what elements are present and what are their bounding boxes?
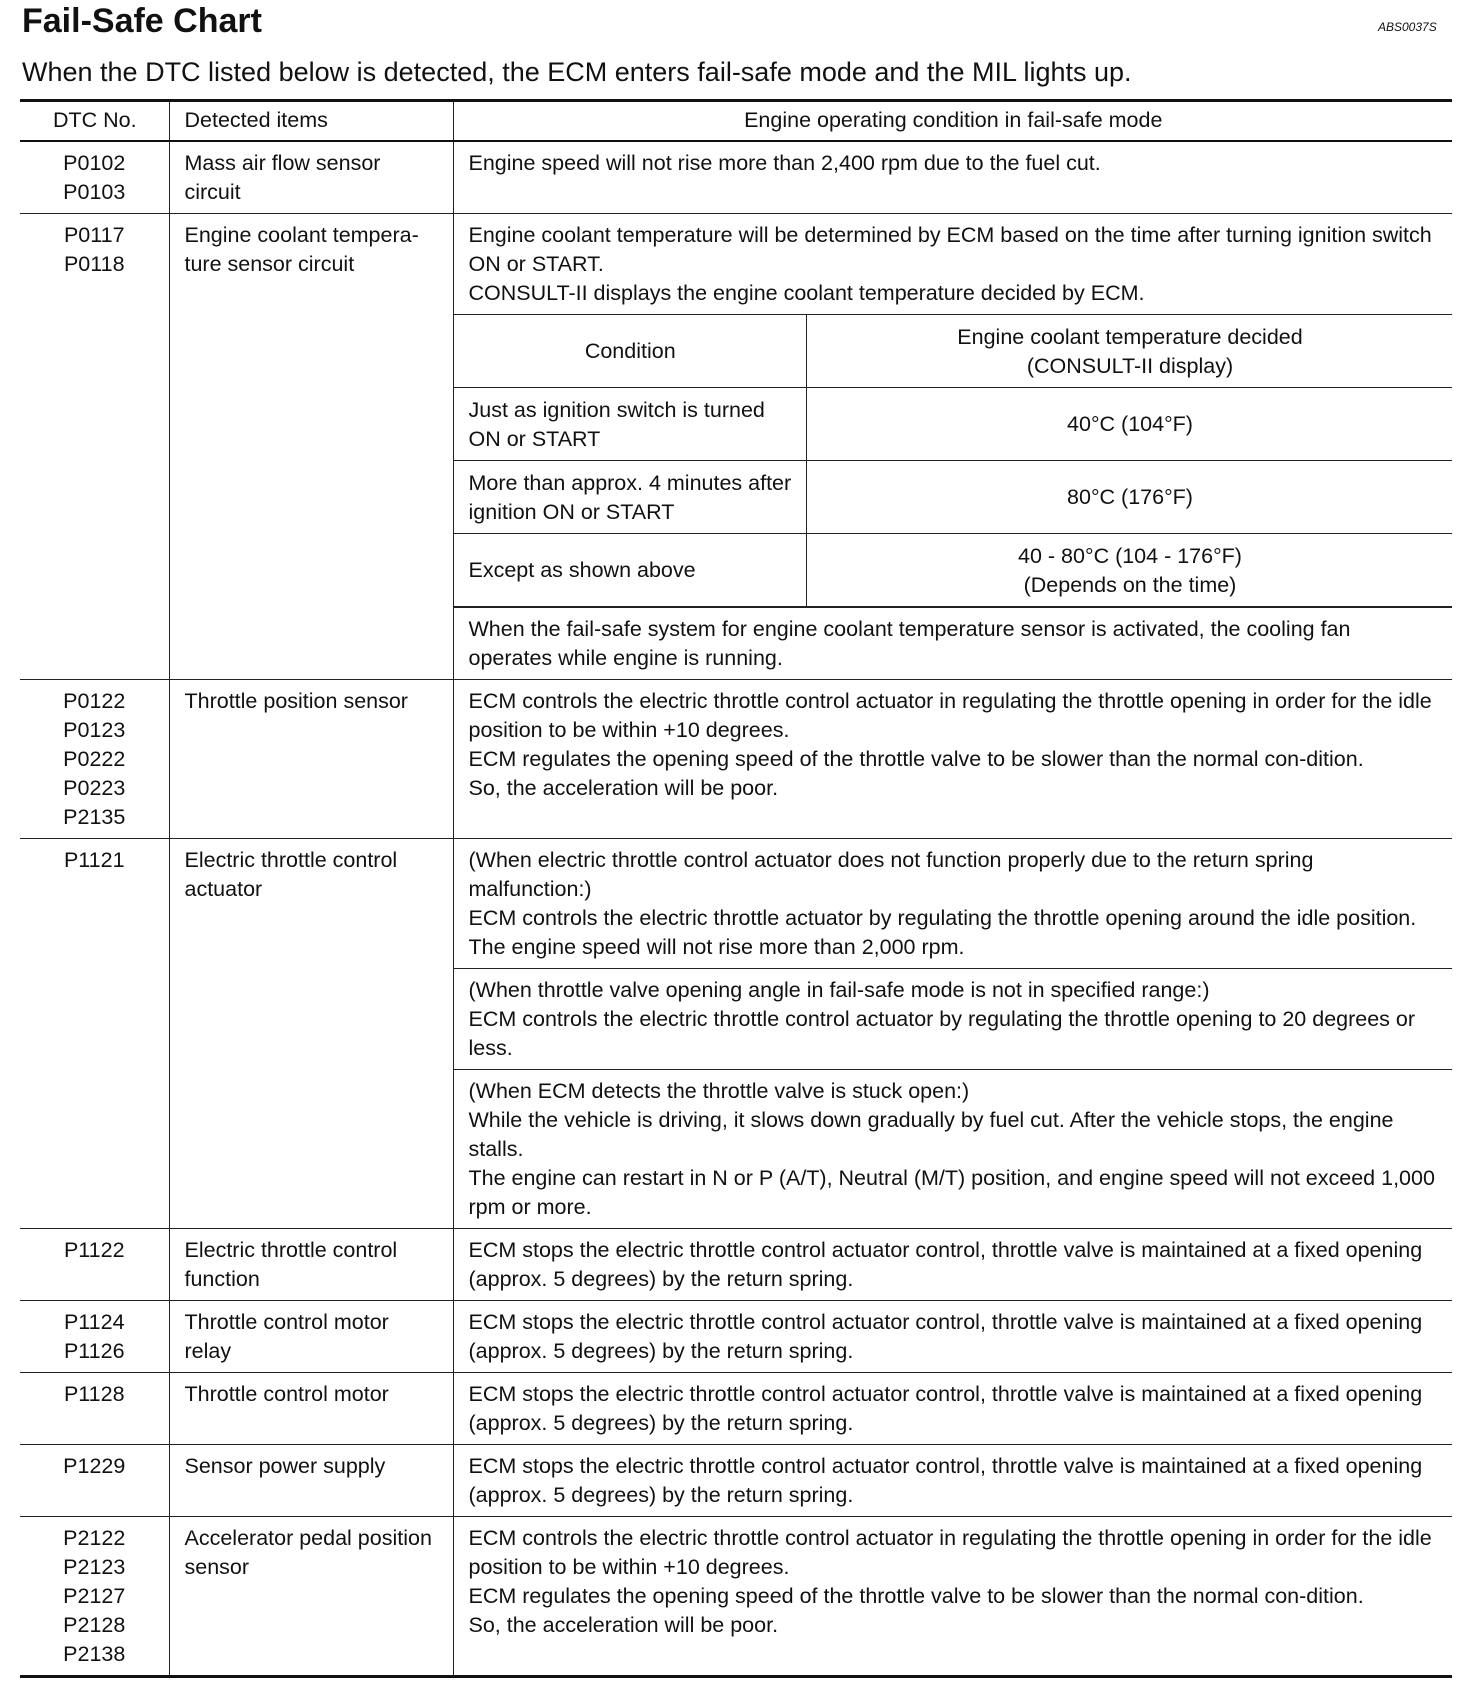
dtc-code: P0222 [63,747,126,771]
condition-text: CONSULT-II displays the engine coolant temperature decided by ECM. [468,281,1145,305]
subtable-temperature [807,534,1453,607]
dtc-code: P0118 [63,252,125,276]
detected-item-cell: Electric throttle control actuator [169,839,453,1229]
detected-item-cell: Accelerator pedal position sensor [169,1517,453,1677]
dtc-cell [20,1445,169,1517]
dtc-code: P0117 [63,223,125,247]
dtc-code: P0102 [63,151,126,175]
column-header-detected-items: Detected items [169,101,453,142]
condition-text: ECM controls the electric throttle actuator by regulating the throttle opening around the idle position. The engine speed will not rise more than 2,000 rpm. [468,906,1417,959]
intro-text: When the DTC listed below is detected, the ECM enters fail-safe mode and the MIL lights up. [22,57,1132,87]
subtable-header-temperature [807,315,1453,388]
table-row [20,1301,1452,1373]
subtable-header-row [454,315,1453,388]
document-code: ABS0037S [1378,20,1437,34]
subtable-row [454,461,1453,534]
subtable-header-line: Engine coolant temperature decided [957,324,1303,349]
condition-cell: ECM stops the electric throttle control actuator control, throttle valve is maintained at a fixed opening (approx. 5 degrees) by the return spring. [453,1445,1452,1517]
detected-item-cell: Engine coolant tempera-ture sensor circuit [169,214,453,680]
subtable-row [454,388,1453,461]
subtable-header-line: (CONSULT-II display) [1026,353,1234,378]
table-row [20,214,1452,680]
condition-text: ECM regulates the opening speed of the throttle valve to be slower than the normal con-dition. [468,1584,1364,1608]
subtable-row [454,534,1453,607]
subtable-header-condition: Condition [454,315,807,388]
condition-cell [453,680,1452,839]
dtc-cell [20,1373,169,1445]
condition-text: ECM controls the electric throttle control actuator by regulating the throttle opening to 20 degrees or less. [468,1007,1416,1060]
dtc-code: P2135 [63,805,126,829]
table-row [20,141,1452,214]
table-row [20,1229,1452,1301]
dtc-cell [20,680,169,839]
condition-block [454,839,1453,969]
dtc-code: P2127 [63,1584,126,1608]
condition-text: So, the acceleration will be poor. [468,1613,779,1637]
table-row [20,1517,1452,1677]
subtable-condition: Just as ignition switch is turned ON or START [454,388,807,461]
condition-text: ECM controls the electric throttle control actuator in regulating the throttle opening in order for the idle position to be within +10 degrees. [468,1526,1432,1579]
condition-text: ECM regulates the opening speed of the throttle valve to be slower than the normal con-dition. [468,747,1364,771]
condition-cell: ECM stops the electric throttle control actuator control, throttle valve is maintained at a fixed opening (approx. 5 degrees) by the return spring. [453,1373,1452,1445]
dtc-cell [20,1517,169,1677]
condition-text: (When ECM detects the throttle valve is stuck open:) [468,1079,970,1103]
condition-cell: Engine speed will not rise more than 2,400 rpm due to the fuel cut. [453,141,1452,214]
condition-block: When the fail-safe system for engine coolant temperature sensor is activated, the cooling fan operates while engine is running. [468,617,1351,670]
condition-text: The engine can restart in N or P (A/T), Neutral (M/T) position, and engine speed will not exceed 1,000 rpm or more. [468,1166,1435,1219]
detected-item-cell: Sensor power supply [169,1445,453,1517]
dtc-code: P1121 [63,848,125,872]
detected-item-cell: Mass air flow sensor circuit [169,141,453,214]
condition-text: (When electric throttle control actuator does not function properly due to the return spring malfunction:) [468,848,1314,901]
condition-cell [453,1517,1452,1677]
dtc-cell [20,1229,169,1301]
detected-item-cell: Throttle position sensor [169,680,453,839]
condition-block [454,214,1453,315]
dtc-cell [20,141,169,214]
column-header-dtc: DTC No. [20,101,169,142]
dtc-code: P2122 [63,1526,126,1550]
condition-block [454,969,1453,1070]
condition-cell [453,839,1452,1229]
dtc-code: P0223 [63,776,126,800]
table-row [20,1445,1452,1517]
coolant-subtable [454,315,1453,607]
condition-text: (When throttle valve opening angle in fail-safe mode is not in specified range:) [468,978,1210,1002]
dtc-code: P1126 [63,1339,125,1363]
subtable-temperature-line: (Depends on the time) [1023,572,1237,597]
subtable-condition: Except as shown above [454,534,807,607]
dtc-cell [20,839,169,1229]
detected-item-cell: Throttle control motor relay [169,1301,453,1373]
condition-cell [453,214,1452,680]
table-row [20,680,1452,839]
condition-text: While the vehicle is driving, it slows down gradually by fuel cut. After the vehicle stops, the engine stalls. [468,1108,1394,1161]
dtc-code: P1122 [63,1238,125,1262]
condition-block [454,1070,1453,1228]
dtc-code: P1128 [63,1382,125,1406]
subtable-temperature-line: 40 - 80°C (104 - 176°F) [1018,543,1242,568]
subtable-condition: More than approx. 4 minutes after ignition ON or START [454,461,807,534]
condition-text: Engine coolant temperature will be determined by ECM based on the time after turning ignition switch ON or START. [468,223,1432,276]
subtable-temperature: 40°C (104°F) [807,388,1453,461]
table-row [20,839,1452,1229]
page-title: Fail-Safe Chart [22,2,262,40]
condition-cell: ECM stops the electric throttle control actuator control, throttle valve is maintained at a fixed opening (approx. 5 degrees) by the return spring. [453,1301,1452,1373]
condition-text: So, the acceleration will be poor. [468,776,779,800]
coolant-subtable-block [454,315,1453,608]
dtc-code: P2128 [63,1613,126,1637]
column-header-condition: Engine operating condition in fail-safe mode [453,101,1452,142]
dtc-cell [20,214,169,680]
dtc-code: P1124 [63,1310,125,1334]
dtc-code: P2123 [63,1555,126,1579]
dtc-cell [20,1301,169,1373]
dtc-code: P1229 [63,1454,126,1478]
fail-safe-table [20,99,1452,1678]
dtc-code: P0122 [63,689,126,713]
dtc-code: P0123 [63,718,126,742]
table-header-row [20,101,1452,142]
condition-text: ECM controls the electric throttle control actuator in regulating the throttle opening in order for the idle position to be within +10 degrees. [468,689,1432,742]
subtable-temperature: 80°C (176°F) [807,461,1453,534]
table-row [20,1373,1452,1445]
dtc-code: P2138 [63,1642,126,1666]
detected-item-cell: Throttle control motor [169,1373,453,1445]
condition-cell: ECM stops the electric throttle control actuator control, throttle valve is maintained at a fixed opening (approx. 5 degrees) by the return spring. [453,1229,1452,1301]
dtc-code: P0103 [63,180,126,204]
detected-item-cell: Electric throttle control function [169,1229,453,1301]
